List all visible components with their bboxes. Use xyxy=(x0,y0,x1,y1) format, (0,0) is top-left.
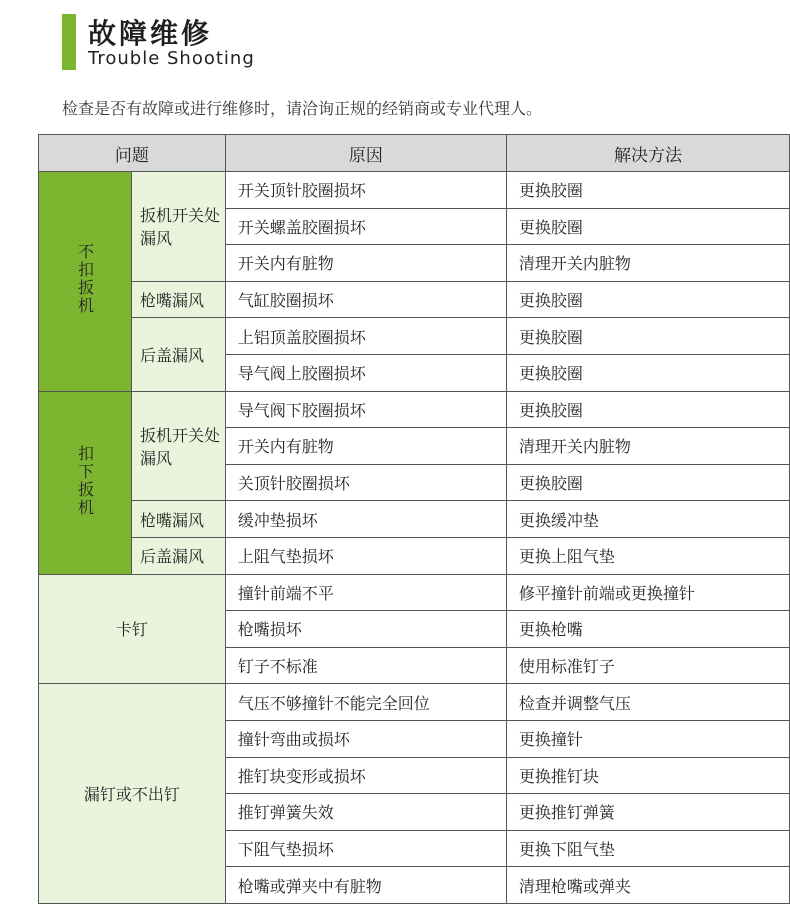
cause-cell: 推钉块变形或损坏 xyxy=(225,757,506,794)
solution-cell: 使用标准钉子 xyxy=(506,647,789,684)
table-row xyxy=(39,574,790,611)
solution-cell: 更换撞针 xyxy=(506,720,789,757)
column-header-solution: 解决方法 xyxy=(506,135,789,172)
solution-cell: 更换推钉块 xyxy=(506,757,789,794)
group-label: 不扣扳机 xyxy=(75,243,95,316)
cause-cell: 开关内有脏物 xyxy=(225,245,506,282)
table-row xyxy=(39,391,790,428)
cause-cell: 缓冲垫损坏 xyxy=(225,501,506,538)
subgroup-cell: 枪嘴漏风 xyxy=(132,501,226,538)
cause-cell: 上铝顶盖胶圈损坏 xyxy=(225,318,506,355)
solution-cell: 清理开关内脏物 xyxy=(506,245,789,282)
cause-cell: 上阻气垫损坏 xyxy=(225,537,506,574)
table-header-row xyxy=(39,135,790,172)
group-label: 扣下扳机 xyxy=(75,444,95,517)
cause-cell: 气缸胶圈损坏 xyxy=(225,281,506,318)
cause-cell: 撞针弯曲或损坏 xyxy=(225,720,506,757)
solution-cell: 检查并调整气压 xyxy=(506,684,789,721)
solution-cell: 清理开关内脏物 xyxy=(506,428,789,465)
subgroup-cell: 扳机开关处漏风 xyxy=(132,172,226,282)
cause-cell: 开关螺盖胶圈损坏 xyxy=(225,208,506,245)
solution-cell: 更换胶圈 xyxy=(506,354,789,391)
cause-cell: 导气阀下胶圈损坏 xyxy=(225,391,506,428)
cause-cell: 枪嘴或弹夹中有脏物 xyxy=(225,867,506,904)
header-accent-bar xyxy=(62,14,76,70)
group-cell xyxy=(39,172,132,392)
table-row xyxy=(39,537,790,574)
cause-cell: 推钉弹簧失效 xyxy=(225,794,506,831)
table-row xyxy=(39,172,790,209)
column-header-problem: 问题 xyxy=(39,135,226,172)
solution-cell: 更换推钉弹簧 xyxy=(506,794,789,831)
page-subtitle: Trouble Shooting xyxy=(88,48,255,69)
group-cell: 卡钉 xyxy=(39,574,226,684)
cause-cell: 导气阀上胶圈损坏 xyxy=(225,354,506,391)
group-cell xyxy=(39,391,132,574)
column-header-cause: 原因 xyxy=(225,135,506,172)
cause-cell: 开关顶针胶圈损坏 xyxy=(225,172,506,209)
subgroup-cell: 后盖漏风 xyxy=(132,318,226,391)
table-row xyxy=(39,318,790,355)
solution-cell: 更换胶圈 xyxy=(506,172,789,209)
page-title: 故障维修 xyxy=(88,17,213,50)
solution-cell: 更换缓冲垫 xyxy=(506,501,789,538)
solution-cell: 更换胶圈 xyxy=(506,281,789,318)
solution-cell: 更换胶圈 xyxy=(506,391,789,428)
solution-cell: 更换胶圈 xyxy=(506,464,789,501)
subgroup-cell: 枪嘴漏风 xyxy=(132,281,226,318)
subgroup-cell: 后盖漏风 xyxy=(132,537,226,574)
cause-cell: 开关内有脏物 xyxy=(225,428,506,465)
cause-cell: 钉子不标准 xyxy=(225,647,506,684)
subgroup-cell: 扳机开关处漏风 xyxy=(132,391,226,501)
table-row xyxy=(39,281,790,318)
table-row xyxy=(39,684,790,721)
group-cell: 漏钉或不出钉 xyxy=(39,684,226,904)
solution-cell: 修平撞针前端或更换撞针 xyxy=(506,574,789,611)
solution-cell: 更换上阻气垫 xyxy=(506,537,789,574)
cause-cell: 气压不够撞针不能完全回位 xyxy=(225,684,506,721)
solution-cell: 清理枪嘴或弹夹 xyxy=(506,867,789,904)
solution-cell: 更换胶圈 xyxy=(506,318,789,355)
intro-text: 检查是否有故障或进行维修时，请洽询正规的经销商或专业代理人。 xyxy=(62,99,543,118)
solution-cell: 更换枪嘴 xyxy=(506,611,789,648)
solution-cell: 更换胶圈 xyxy=(506,208,789,245)
troubleshooting-table xyxy=(38,134,790,904)
cause-cell: 下阻气垫损坏 xyxy=(225,830,506,867)
cause-cell: 撞针前端不平 xyxy=(225,574,506,611)
solution-cell: 更换下阻气垫 xyxy=(506,830,789,867)
table-row xyxy=(39,501,790,538)
cause-cell: 关顶针胶圈损坏 xyxy=(225,464,506,501)
cause-cell: 枪嘴损坏 xyxy=(225,611,506,648)
